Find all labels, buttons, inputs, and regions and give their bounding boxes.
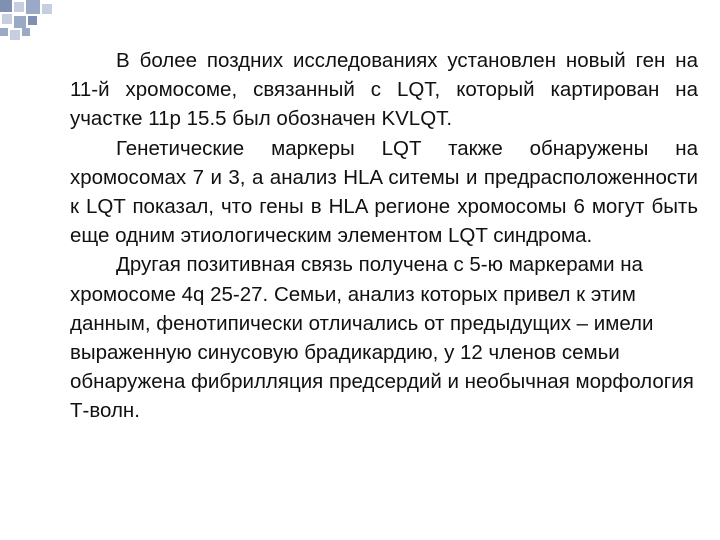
decor-square <box>42 4 52 14</box>
decor-square <box>0 28 8 36</box>
paragraph-kvlqt: В более поздних исследованиях установлен новый ген на 11-й хромосоме, связанный с LQT, который картирован на участке 11p 15.5 был обозначен KVLQT. <box>70 49 698 131</box>
decor-square <box>26 0 40 14</box>
decor-square <box>14 16 26 28</box>
decor-square <box>10 30 20 40</box>
paragraph-hla: Генетические маркеры LQT также обнаружены на хромосомах 7 и 3, а анализ HLA ситемы и предрасположенности к LQT показал, что гены в HLA регионе хромосомы 6 могут быть еще одним этиологическим элементом LQT синдрома. <box>70 136 698 248</box>
decor-square <box>28 16 37 25</box>
decor-square <box>22 28 30 36</box>
decor-square <box>0 0 12 12</box>
slide-body-text <box>70 46 698 426</box>
decor-square <box>14 2 24 12</box>
paragraph-4q-markers: Другая позитивная связь получена с 5-ю маркерами на хромосоме 4q 25-27. Семьи, анализ которых привел к этим данным, фенотипически отличались от предыдущих – имели выраженную синусовую брадикардию, у 12 членов семьи обнаружена фибрилляция предсердий и необычная морфология Т-волн. <box>70 253 694 423</box>
decor-square <box>2 14 12 24</box>
